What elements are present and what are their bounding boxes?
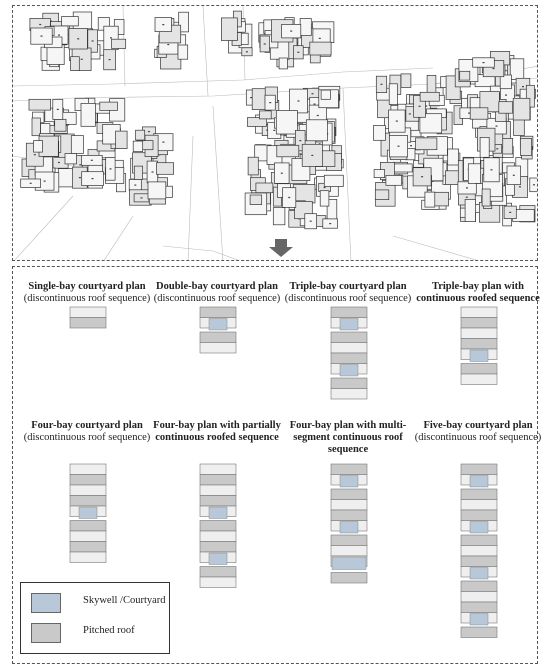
room-strip [461,374,497,385]
building-footprint [273,208,285,225]
legend-skywell-label: Skywell /Courtyard [83,595,166,606]
plan-diagram [199,463,237,589]
building-footprint [310,42,331,55]
skywell-strip [461,567,497,580]
building-footprint [401,74,411,88]
pitched-roof-strip [200,542,236,553]
room-strip [200,531,236,542]
room-strip [70,552,106,563]
building-footprint [310,55,320,63]
building-label-mark [162,24,164,25]
skywell [332,557,366,570]
pitched-roof-strip [461,627,497,638]
pitched-roof-strip [461,602,497,613]
room-strip [461,592,497,603]
plan-subtitle: (discontinuous roof sequence) [414,432,542,443]
building-footprint [448,149,459,165]
building-footprint [499,102,513,114]
plan-diagram [460,463,498,639]
building-label-mark [421,176,423,177]
building-label-mark [466,197,468,198]
skywell-strip [70,506,106,519]
building-label-mark [148,131,150,132]
room-strip [200,464,236,475]
plan-title: Triple-bay courtyard plan [289,281,407,292]
skywell-strip [461,613,497,626]
building-label-mark [79,177,81,178]
plan-diagram [330,463,368,584]
pitched-roof-strip [331,510,367,521]
building-label-mark [496,148,498,149]
pitched-roof-strip [331,378,367,389]
building-label-mark [250,97,252,98]
room-strip [70,307,106,318]
building-footprint [277,145,299,157]
building-label-mark [58,35,60,36]
building-label-mark [91,160,93,161]
building-footprint [100,102,118,110]
building-footprint [460,71,470,80]
plan-diagram [69,463,107,564]
plan-title: Four-bay plan with partially [153,420,281,431]
skywell [470,614,488,626]
legend [20,582,170,654]
building-label-mark [509,212,511,213]
building-footprint [55,119,66,131]
building-label-mark [41,36,43,37]
legend-skywell-swatch [31,593,61,613]
building-label-mark [324,187,326,188]
building-label-mark [310,221,312,222]
building-footprint [259,111,271,119]
building-footprint [389,84,397,105]
plan-subtitle: continuous roofed sequence [416,293,540,304]
pitched-roof-strip [331,535,367,546]
skywell-strip [200,552,236,565]
skywell [209,319,227,331]
building-label-mark [466,187,468,188]
building-label-mark [44,181,46,182]
building-label-mark [109,59,111,60]
building-label-mark [381,84,383,85]
building-label-mark [134,185,136,186]
building-label-mark [110,168,112,169]
room-strip [70,464,106,475]
building-label-mark [314,104,316,105]
pitched-roof-strip [461,581,497,592]
plan-caption [22,281,152,305]
building-footprint [324,175,343,186]
building-footprint [221,18,237,41]
skywell-strip [331,318,367,331]
plan-caption [413,281,543,305]
building-label-mark [297,52,299,53]
plan-title: Single-bay courtyard plan [28,281,146,292]
building-footprint [71,136,83,154]
site-plan-map [12,5,538,261]
skywell-strip [200,318,236,331]
building-label-mark [496,126,498,127]
building-footprint [480,137,489,157]
building-label-mark [398,146,400,147]
building-footprint [133,141,143,152]
building-label-mark [290,31,292,32]
plan-subtitle-line2: sequence [327,444,369,455]
plan-title: Four-bay plan with multi- [289,420,407,431]
building-footprint [375,190,389,200]
building-label-mark [152,171,154,172]
pitched-roof-strip [461,489,497,500]
building-label-mark [513,175,515,176]
skywell [470,350,488,362]
building-footprint [416,138,437,150]
building-footprint [321,90,330,99]
building-label-mark [288,197,290,198]
building-footprint [276,111,297,135]
room-strip [461,307,497,318]
skywell-strip [331,556,367,570]
room-strip [200,343,236,354]
pitched-roof-strip [200,307,236,318]
plan-diagram [460,306,498,386]
building-footprint [58,169,74,187]
building-footprint [65,154,77,164]
building-footprint [250,195,262,205]
pitched-roof-strip [70,318,106,329]
skywell-strip [461,521,497,534]
skywell [470,568,488,580]
building-footprint [29,99,51,110]
building-label-mark [58,162,60,163]
pitched-roof-strip [70,542,106,553]
building-label-mark [162,142,164,143]
building-label-mark [505,95,507,96]
pitched-roof-strip [331,353,367,364]
site-plan-drawing [13,6,538,261]
building-footprint [468,164,480,184]
pitched-roof-strip [461,510,497,521]
building-label-mark [491,169,493,170]
building-footprint [320,191,329,206]
legend-pitched-label: Pitched roof [83,625,135,636]
plan-caption [152,281,282,305]
building-footprint [374,170,385,178]
building-footprint [293,185,315,203]
building-label-mark [79,164,81,165]
pitched-roof-strip [461,364,497,375]
pitched-roof-strip [200,496,236,507]
building-label-mark [81,59,83,60]
skywell [340,365,358,377]
building-footprint [465,199,475,221]
building-label-mark [110,37,112,38]
pitched-roof-strip [461,318,497,329]
building-label-mark [533,184,535,185]
building-label-mark [298,100,300,101]
down-arrow-icon [269,239,293,257]
plan-diagram [69,306,107,329]
building-label-mark [409,113,411,114]
building-footprint [116,131,128,149]
building-footprint [178,45,188,59]
building-footprint [148,182,166,199]
building-label-mark [30,183,32,184]
building-label-mark [522,86,524,87]
building-footprint [34,141,43,153]
pitched-roof-strip [331,307,367,318]
room-strip [461,500,497,511]
legend-pitched-swatch [31,623,61,643]
plan-caption [283,420,413,456]
pitched-roof-strip [331,332,367,343]
pitched-roof-strip [461,339,497,350]
room-strip [331,500,367,511]
building-label-mark [299,140,301,141]
plan-caption [22,420,152,444]
pitched-roof-strip [461,464,497,475]
building-label-mark [269,102,271,103]
building-footprint [420,92,439,101]
plan-subtitle: segment continuous roof [293,432,403,443]
building-label-mark [264,43,266,44]
building-label-mark [410,145,412,146]
plan-subtitle: continuous roofed sequence [155,432,279,443]
skywell-strip [461,349,497,362]
building-label-mark [246,51,248,52]
building-footprint [134,166,142,179]
building-label-mark [141,197,143,198]
building-label-mark [317,115,319,116]
plan-diagram [330,306,368,400]
plan-caption [413,420,543,444]
building-footprint [386,175,402,185]
building-label-mark [311,155,313,156]
building-footprint [62,17,79,26]
pitched-roof-strip [70,521,106,532]
building-footprint [71,57,80,71]
building-footprint [470,108,488,119]
building-footprint [81,103,95,126]
building-label-mark [396,121,398,122]
building-footprint [514,118,525,135]
room-strip [70,485,106,496]
plan-title: Five-bay courtyard plan [423,420,533,431]
building-label-mark [312,93,314,94]
building-footprint [32,118,40,136]
building-label-mark [39,24,41,25]
building-footprint [425,192,435,207]
skywell [340,522,358,534]
skywell-strip [331,475,367,488]
building-footprint [300,19,311,36]
building-label-mark [34,154,36,155]
plan-diagram [199,306,237,354]
building-footprint [112,39,126,48]
room-strip [200,485,236,496]
skywell [340,319,358,331]
building-label-mark [77,38,79,39]
pitched-roof-strip [461,556,497,567]
plan-subtitle: (discontinuous roof sequence) [23,432,151,443]
building-label-mark [519,186,521,187]
building-label-mark [319,38,321,39]
building-footprint [248,157,258,175]
skywell [470,522,488,534]
plan-title: Four-bay courtyard plan [31,420,143,431]
room-strip [461,328,497,339]
plan-subtitle: (discontinuous roof sequence) [153,293,281,304]
building-label-mark [281,173,283,174]
building-label-mark [167,44,169,45]
building-label-mark [493,68,495,69]
plan-caption [283,281,413,305]
building-label-mark [92,178,94,179]
pitched-roof-strip [200,567,236,578]
pitched-roof-strip [331,489,367,500]
building-footprint [446,171,460,185]
skywell [209,553,227,565]
building-label-mark [273,130,275,131]
building-label-mark [419,106,421,107]
plan-title: Triple-bay plan with [432,281,524,292]
pitched-roof-strip [200,332,236,343]
skywell [470,476,488,488]
building-footprint [374,126,386,141]
pitched-roof-strip [331,464,367,475]
skywell-strip [461,475,497,488]
plan-subtitle: (discontinuous roof sequence) [284,293,412,304]
skywell-strip [200,506,236,519]
room-strip [200,577,236,588]
building-footprint [157,163,174,175]
room-strip [70,531,106,542]
room-strip [331,343,367,354]
building-footprint [482,189,490,206]
building-label-mark [329,223,331,224]
plan-subtitle: (discontinuous roof sequence) [23,293,151,304]
skywell [79,507,97,519]
building-footprint [513,98,530,120]
building-footprint [510,59,524,80]
building-footprint [256,183,273,193]
skywell-strip [331,364,367,377]
building-footprint [279,58,287,69]
building-footprint [520,138,531,155]
pitched-roof-strip [331,573,367,584]
pitched-roof-strip [70,475,106,486]
building-label-mark [468,113,470,114]
plan-caption [152,420,282,444]
room-strip [461,546,497,557]
pitched-roof-strip [70,496,106,507]
pitched-roof-strip [200,521,236,532]
pitched-roof-strip [461,535,497,546]
building-footprint [306,120,327,141]
room-strip [331,389,367,400]
skywell-strip [331,521,367,534]
building-label-mark [92,40,94,41]
building-label-mark [483,62,485,63]
skywell [209,507,227,519]
plan-title: Double-bay courtyard plan [156,281,278,292]
building-footprint [500,75,511,89]
building-footprint [136,130,145,140]
pitched-roof-strip [200,475,236,486]
room-strip [331,546,367,557]
skywell [340,476,358,488]
building-label-mark [57,109,59,110]
